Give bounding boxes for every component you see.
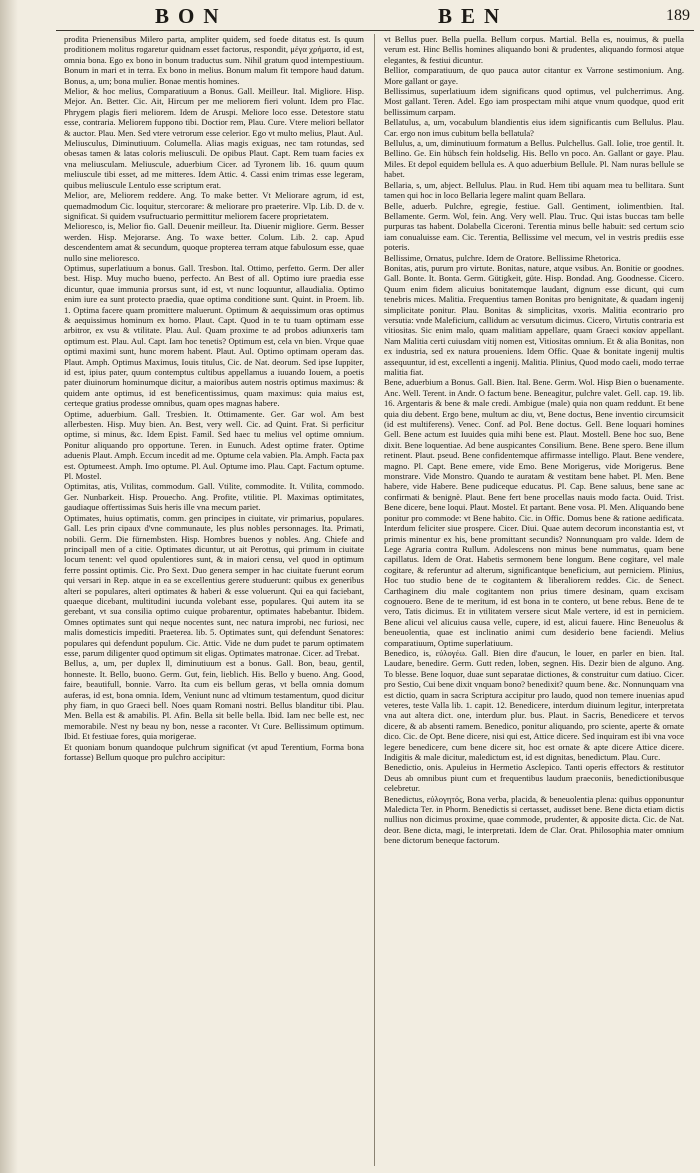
dictionary-entry: Bellus, a, um, per duplex ll, diminutiuum est a bonus. Gall. Bon, beau, gentil, honneste. It. Bello, buono. Germ. Gut, fein, lieblich. His. Bello y bueno. Ang. Good, faire, beautifull, bonnie. Varro. Ita cum eis bellum geras, vt bella omnia domum auferas, id est, bona omnia. Idem, Veniunt nunc ad vltimum testamentum, quod dicitur phy fiam, in quo Graeci bell. Noes quam Romani nostri. Bellus blanditur tibi. Plau. Men. Bella est & amabilis. Pl. Afin. Bella sit belle bella. Ibid. Iam nec belle est, nec memorabile. N'est ny beau ny bon, nesse a raconter. Vt Cure. Bellissimum optimum. Ibid. Et festiuae fores, quia morigerae. <box>64 658 364 742</box>
dictionary-entry: Optimitas, atis, Vtilitas, commodum. Gall. Vtilite, commodite. It. Vtilita, commodo. Ger. Nunbarkeit. Hisp. Prouecho. Ang. Profite, vtilitie. Pl. Maximas optimitates, gaudiaque offertissimas Suis heris ille vna mecum pariet. <box>64 481 364 513</box>
dictionary-entry: Bellaria, s, um, abject. Bellulus. Plau. in Rud. Hem tibi aquam mea tu bellitara. Sunt tamen qui hoc in loco Bellaria legere malint quam Bellara. <box>384 179 684 201</box>
dictionary-entry: Bonitas, atis, purum pro virtute. Bonitas, nature, atque vsibus. An. Bonitie or goodnes. Gall. Bonte. It. Bonta. Germ. Gütigkeit, güte. Hisp. Bondad. Ang. Goodnesse. Cicero. Quum enim fidem alicuius bonitatemque laudant, dignum esse dicunt, qui cum tenebris mices. Malitia. Frequentius tamen Bonitas pro benignitate, & quadam ingenij simplicitate ponitur. Plau. Bonitas & simplicitas, vxoris. Malitia econtrario pro versutia: vnde Maleficium, callidum ac versutum dicimus. Cicero, Virtutis contraria est vitiositas. Sic enim malo, quam malitiam appellare, quam Graeci κακίαν appellant. Nam Malitia certi cuiusdam vitij nomen est, Vitiositas omnium. Et & alia Bonitas, non ex industria, sed ex natura proueniens. Idem Offic. Quae & bonitate ingenij multis assequuntur, id est, excellenti a ingenij. Malitia. Plinius, Quod modo caeli, modo terrae malitia fiat. <box>384 262 684 377</box>
dictionary-entry: Bellior, comparatiuum, de quo pauca autor citantur ex Varrone sestimonium. Ang. More gallant or gaye. <box>384 65 684 86</box>
dictionary-entry: Et quoniam bonum quandoque pulchrum significat (vt apud Terentium, Forma bona fortasse) Bellum quoque pro pulchro accipitur: <box>64 741 364 763</box>
running-head-left: BON <box>155 4 228 28</box>
dictionary-entry: vt Bellus puer. Bella puella. Bellum corpus. Martial. Bella es, nouimus, & puella verum est. Hinc Bellis homines aliquando boni & prudentes, aliquando formosi atque elegantes, & festiui dicuntur. <box>384 34 684 65</box>
running-head-right: BEN <box>438 4 509 28</box>
left-column <box>64 34 364 1166</box>
right-column <box>384 34 684 1166</box>
page-number: 189 <box>666 7 690 24</box>
dictionary-entry: Melior, are, Meliorem reddere. Ang. To make better. Vt Meliorare agrum, id est, quemadmodum Cic. loquitur, stercorare: & meliorare pro praeterire. Vlp. Lib. D. de v. significat. Si quidem vsufructuario permittitur meliorem facere proprietatem. <box>64 190 364 221</box>
dictionary-entry: Benedictio, onis. Apuleius in Hermetio Asclepico. Tanti operis effectors & restitutor Deus ab omnibus piunt cum et frequentibus laudum praeconiis, benedictionibusque celebretur. <box>384 762 684 794</box>
dictionary-entry: Bellissimus, superlatiuum idem significans quod optimus, vel pulcherrimus. Ang. Most gallant. Teren. Adel. Ego iam prospectam mihi atque vnum quodque, quod erit bellissimum carpam. <box>384 86 684 117</box>
running-header <box>0 4 700 28</box>
dictionary-entry: Benedico, is, εὐλογέω. Gall. Bien dire d'aucun, le louer, en parler en bien. Ital. Laudare, benedire. Germ. Gutt reden, loben, segnen. His. Dezir bien de alguno. Ang. To blesse. Bene loquor, duae sunt separatae dictiones, & construitur cum datiuo. Cicer. pro Sestio, Cui bene dixit vnquam bono? benedixit? quum bene. &c. Nonnunquam vna est dictio, quam in sacra Scriptura accipitur pro laudo, quod non temere inuenias apud veteres, teste Valla lib. 1. capit. 12. Benedicere, interdum diuinum legitur, interpretata vna aut altera dict. one, interdum plur. bus. Plaut. in Sacris, Benedicere et tervos dicere, & ab absenti ramem. Benedico, ponitur aliquando, pro sciente, aperte & ornate dico. Cic. de Opt. Bene dicere, nisi qui est, Attice dicere. Sed inquiram est ibi vna voce legere benedicere, cum bene dicere sit, hoc est ornate & apte dicere Attice dicere. Indigitis & male dicitur, maledictum est, id est dignitas, benedictum. Plau. Curc. <box>384 647 684 763</box>
dictionary-entry: Optime, aduerbium. Gall. Tresbien. It. Ottimamente. Ger. Gar wol. Am best allerbesten. Hisp. Muy bien. An. Best, very well. Cic. ad Quint. Frat. Si perficitur optime, si minus, &c. Idem Epist. Famil. Sed haec tu melius vel optime omnium. Ponitur aliquando pro opportune. Teren. in Eunuch. Adest optime frater. Optime aduenis Plaut. Amph. Eccum incedit ad me. Optume cela vabien. Pla. Amph. Facta pax est. Optumeest. Amph. Imo optume. Pl. Aul. Optume imo. Plau. Capt. Factum optume. Pl. Mostel. <box>64 408 364 482</box>
dictionary-entry: Meliusculus, Diminutiuum. Columella. Alias magis exiguas, nec tam rotundas, sed obesas tamen & latas coloris meliusculi. De opibus Plaut. Capt. Rem tuam facies ex vna meliusculam. Meliuscule, aduerbium Cicer. ad Tyronem lib. 16. quum quum meliuscule tibi esset, ad me mitteres. Idem Attic. 4. Cassi enim trimas esse legeram, quibus meliuscule Lentulo esse scriptum erat. <box>64 138 364 190</box>
dictionary-entry: Optimates, huius optimatis, comm. gen principes in ciuitate, vir primarius, populares. Gall. Les prin cipaux d'vne communaute, les plus nobles personnages. Ita. Primati, nobili. Germ. Die fürnembsten. Hisp. Hombres buenos y nobles. Ang. Chiefe and principall men of a citie. Optimates dicuntur, ut ait Perottus, qui primum in ciuitate locum tenent: vel quod opulentiores sunt, & in maiori censu, vel quod in optimum ferre possint optimis. Cic. Pro Sext. Duo genera semper in hac ciuitate fuerunt eorum qui versari in Rep. atque in ea se excellentius gerere studuerunt: quibus ex generibus alteri se populares, alteri optimates & haberi & esse voluerunt. Qui ea qui faciebant, quaeque dicebant, multitudini iucunda volebant esse, populares. Qui autem ita se gerebant, vt sua consilia optimo cuique probarentur, optimates habebantur. Ibidem. Omnes optimates sunt qui neque nocentes sunt, nec natura improbi, nec furiosi, nec malis domesticis impediti. Praeterea. lib. 5. Optimates sunt, qui defendunt Senatores: populares qui defendunt populum. Cic. Attic. Vide ne dum pudet te parum optimatem esse, parum diligenter quod optimum sit eligas. Optimates matronae. Cicer. ad Trebat. <box>64 512 364 658</box>
dictionary-entry: Melioresco, is, Melior fio. Gall. Deuenir meilleur. Ita. Diuenir migliore. Germ. Besser werden. Hisp. Mejorarse. Ang. To waxe better. Colum. Lib. 2. cap. Apud descendentem amat & secundum, quoque propterea terram atque fabulosum esse, quae nullo sine melioresco. <box>64 221 364 263</box>
dictionary-entry: Benedictus, εὐλογητός, Bona verba, placida, & beneuolentia plena: quibus opponuntur Maledicta Ter. in Phorm. Benedictis si certasset, audisset bene. Bene dicta etiam dictis nullius non dicimus proxime, quae commode, prudenter, & apposite dicta. Cic. de Nat. deor. Bene dicta, magi, le interpretati. Idem de Clar. Orat. Philosophia mater omnium bene dictorum beneque factorum. <box>384 793 684 846</box>
dictionary-entry: Bellatulus, a, um, vocabulum blandientis eius idem significantis cum Bellulus. Plau. Car. ergo non imus cubitum bella bellatula? <box>384 117 684 138</box>
dictionary-entry: Bene, aduerbium a Bonus. Gall. Bien. Ital. Bene. Germ. Wol. Hisp Bien o buenamente. Anc. Well. Terent. in Andr. O factum bene. Beneagitur, pulchre valet. Gell. cap. 19. lib. 16. Argentaris & bene & male credi. Ambigue (male) quia non quam reddunt. Et bene quia diu debent. Ergo bene, multum ac diu, vt, Bene doctus, Bene inventio circumsicit (id est multiferens). Venec. Conf. ad Pol. Bene doctus. Gell. Bene loquari homines Gell. Bene actum est Iuuides quia mihi bene est. Plaut. Mostell. Bene hoc suo, Bene dixit. Bene loquentiae. Ad bene auspicantes Consilium. Bene. Bene spero. Bene illum retinent. Plaut. pseud. Bene confidentemque affirmasse intelligo. Plaut. Bene vendere, magno. Pl. Capt. Bene emere, vide Emo. Bene Morigerus, vide Morigerus. Bene monstrare. Vide Monstro. Quando te auratam & vestitam bene habet. Pl. Men. Bene habere, vide Habere. Bene pudiceque educatus. Pl. Cap. Bene saluus, bene sane ac confirmati & benignè. Plaut. Bene fert bene procellas nauis modo facta. Ouid. Trist. Bene dicere, bene loqui. Plaut. Mostel. Et partant. Bene vosa. Pl. Men. Aliquando bene ponitur pro commode: vt Bene habito. Cic. in Offic. Domus bene & ratione aedificata. Interdum feliciter siue prospere. Cicer. Diui. Quae autem decorum inconstantia est, vt primis minentur ex his, bene promittant secundis? Nonnunquam pro valde. Idem de Lege Agraria contra Rullum. Adolescens non minus bene nummatus, quam bene capillatus. Idem de Orat. Habetis sermonem bene longum. Bene cogitare, vel male cogitare, & referuntur ad alterum, significantque beneficium, aut perniciem. Plinius, Hoc tuo studio bene de te cogitantem & liberaliorem reddes. Cic. de Senect. Carthaginem diu male cogitantem non prius timere desinam, quam excisam cognouero. Bene de te meritum, id est bona in te contero, ut bene rebus. Bene de te vero, Tatis dicimus. Et in vtilitatem versere sicut Male vertere, id est in perniciem. Bene alicui vel alicuius causa velle, cupere, id est, alicui fauere. Hinc Beneuolus & beneuolentia, quae est inclinatio animi cum desiderio bene faciendi. Melius comparatiuum, Optime superlatiuum. <box>384 377 684 648</box>
header-rule <box>56 30 694 31</box>
dictionary-entry: Optimus, superlatiuum a bonus. Gall. Tresbon. Ital. Ottimo, perfetto. Germ. Der aller best. Hisp. Muy mucho bueno, perfecto. An Best of all. Optimo iure praedia esse dicuntur, quae immunia prorsus sunt, id est, vt nunc loquuntur, allaudialia. Optimo enim iure ea sunt protecto praedia, quae optima conditione sunt. Quint. in Proem. lib. 1. Optima facere quam promittere maluerunt. Optimum & aequissimum oras optimus & aequissimus hominum ex homo. Plaut. Capt. Quod in te tu tuam optimam esse arbitror, ex vsu & vtilitate. Plau. Aul. Quam proxime te ad probos adiunxeris tam optimum est. Plau. Aul. Capt. Iam hoc tenetis? Optimum est, cela vn bien. Vrque quae optimi maximi sunt, hunc morem habent. Plaut. Aul. Optimo optimam operam das. Plaut. Amph. Optimus Maximus, Iouis titulus, Cic. de Nat. deorum. Sed ipse Iuppiter, id est, ipius pater, quum contemptus cultibus appellamus a iuuando Iouem, a poetis pater diuinorum hominumque dicitur, a maioribus autem nostris optimus maximus: & quidem ante optimus, id est beneficentissimus, quam maximus: quia maius est, certeque gratius prodesse omnibus, quam opes magnas habere. <box>64 262 364 409</box>
dictionary-entry: Bellulus, a, um, diminutiuum formatum a Bellus. Pulchellus. Gall. Iolie, troe gentil. It. Bellino. Ge. Ein hübsch fein holdselig. His. Bello vn poco. An. Gallant or gaye. Plau. Miles. Et depol equidem bellula es. A quo aduerbium Bellule. Pl. Nam nuras bellule se habet. <box>384 138 684 180</box>
binding-shadow <box>0 0 18 1173</box>
dictionary-entry: Belle, aduerb. Pulchre, egregie, festiue. Gall. Gentiment, iolimentbien. Ital. Bellamente. Germ. Wol, fein. Ang. Very well. Plau. Truc. Qui istas buccas tam belle purpuras tas habent. Dolabella Ciceroni. Terentia minus belle habuit: sed certum scio iam conualuisse eam. Cic. Terentia, Bellissime vel mecum, vel in vestris prediis esse poteris. <box>384 200 684 253</box>
dictionary-entry: Bellissime, Ornatus, pulchre. Idem de Oratore. Bellissime Rhetorica. <box>384 252 621 263</box>
dictionary-entry: prodita Prienensibus Milero parta, ampliter quidem, sed foede ditatus est. Is quum proditionem molitus rogaretur quidnam esset factorus, respondit, μέγα χρήματα, id est, omnia bona. Ego ex bono in bonum traductus sum. Nihil gratum quod intempestiuum. Bonum in mari et in terra. Ex bono in melius. Bonum malum fit tempore haud datum. Bonus, a, um; bona mulier. Bonae mentis homines. <box>64 34 364 86</box>
dictionary-entry: Melior, & hoc melius, Comparatiuum a Bonus. Gall. Meilleur. Ital. Migliore. Hisp. Mejor. An. Better. Cic. Ait, Hircum per me meliorem fieri volunt. Idem pro Flac. Phrygem plagis fieri meliorem. Idem de Aruspi. Meliore loco esse. Detestore statu esse, contraria. Meliorem fuppono tibi. Doctior rem, Plau. Cure. Vtere meliori bellator & auctor. Plau. Men. Sed vtere vetrorum esse celerior. Ego vt multo melius, Plaut. Aul. <box>64 86 364 138</box>
column-divider <box>374 34 375 1166</box>
